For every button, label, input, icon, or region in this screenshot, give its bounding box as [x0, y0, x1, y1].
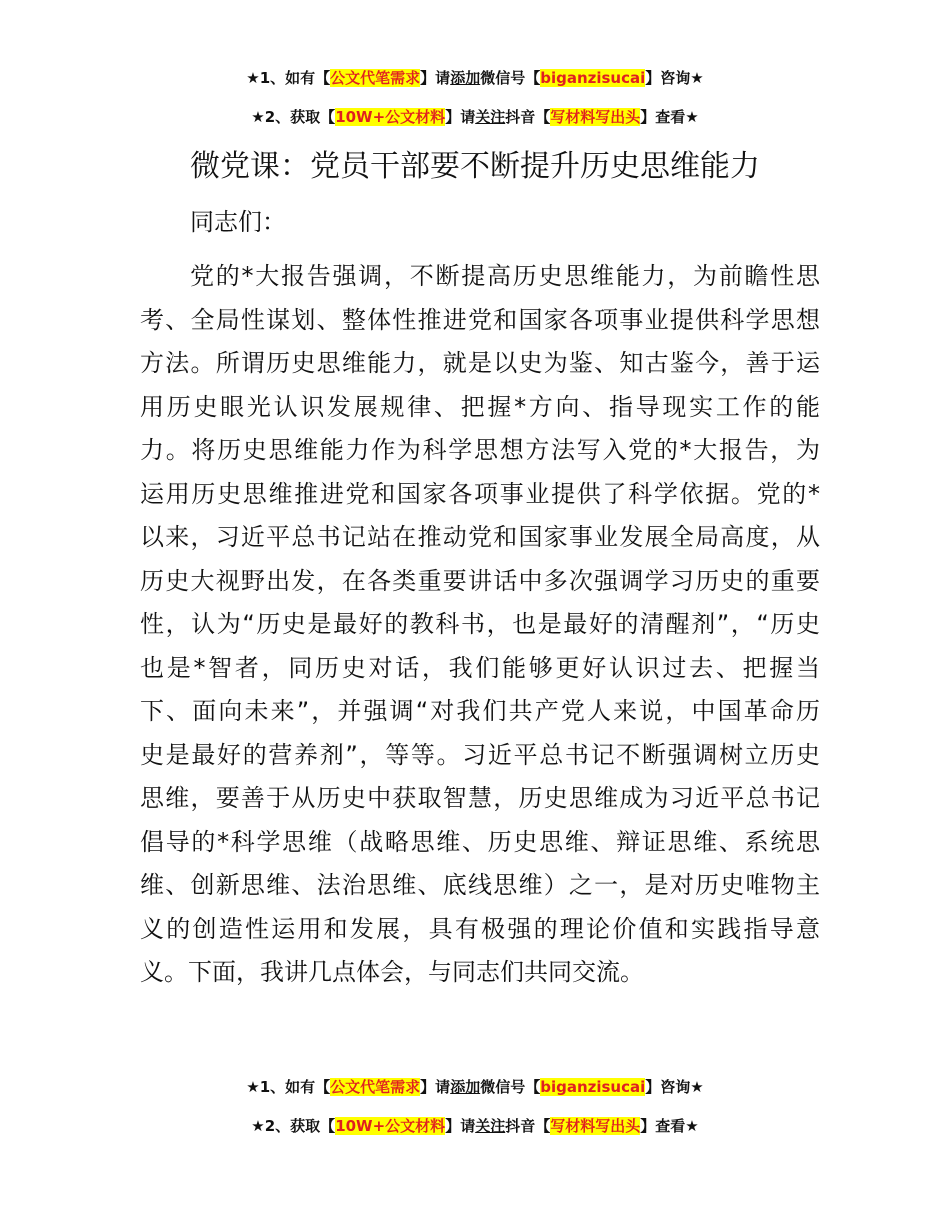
promo-text: 抖音【: [505, 108, 551, 126]
promo-text: 】请: [420, 1078, 451, 1096]
body-line: 倡导的*科学思维（战略思维、历史思维、辩证思维、系统思: [140, 827, 820, 856]
body-line: 以来，习近平总书记站在推动党和国家事业发展全局高度，从: [140, 523, 820, 551]
body-line: 性，认为“历史是最好的教科书，也是最好的清醒剂”，“历史: [140, 610, 820, 638]
body-line: 维、创新思维、法治思维、底线思维）之一，是对历史唯物主: [140, 871, 820, 899]
header-promo-line-1: [0, 68, 950, 88]
promo-text: 】请: [445, 108, 476, 126]
promo-suffix: 】查看★: [640, 1117, 699, 1135]
body-line: 力。将历史思维能力作为科学思想方法写入党的*大报告，为: [140, 436, 820, 464]
body-line: 考、全局性谋划、整体性推进党和国家各项事业提供科学思想: [140, 305, 820, 334]
body-line: 历史大视野出发，在各类重要讲话中多次强调学习历史的重要: [140, 566, 820, 595]
promo-prefix: ★1、如有【: [246, 1078, 331, 1096]
body-line: 党的*大报告强调，不断提高历史思维能力，为前瞻性思: [190, 262, 820, 290]
promo-prefix: ★2、获取【: [251, 108, 336, 126]
promo-text: 】请: [445, 1117, 476, 1135]
promo-suffix: 】咨询★: [645, 1078, 704, 1096]
promo-highlight-wechat-id: biganzisucai: [540, 1078, 646, 1096]
promo-prefix: ★2、获取【: [251, 1117, 336, 1135]
body-line: 也是*智者，同历史对话，我们能够更好认识过去、把握当: [140, 653, 820, 682]
promo-highlight-materials: 10W+公文材料: [335, 108, 446, 126]
footer-promo-line-1: [0, 1077, 950, 1097]
body-line: 下、面向未来”，并强调“对我们共产党人来说，中国革命历: [140, 697, 820, 725]
header-promo-line-2: [0, 107, 950, 127]
body-line: 义的创造性运用和发展，具有极强的理论价值和实践指导意: [140, 914, 820, 943]
promo-underline-text: 添加: [450, 69, 481, 87]
footer-promo-line-2: [0, 1116, 950, 1136]
promo-text: 微信号【: [480, 1078, 541, 1096]
body-paragraph: [140, 255, 820, 995]
promo-underline-text: 关注: [475, 1117, 506, 1135]
promo-suffix: 】查看★: [640, 108, 699, 126]
promo-prefix: ★1、如有【: [246, 69, 331, 87]
promo-highlight-service: 公文代笔需求: [330, 1078, 421, 1096]
body-line: 用历史眼光认识发展规律、把握*方向、指导现实工作的能: [140, 392, 820, 421]
body-line: 运用历史思维推进党和国家各项事业提供了科学依据。党的*: [140, 479, 820, 508]
promo-highlight-materials: 10W+公文材料: [335, 1117, 446, 1135]
promo-highlight-douyin-account: 写材料写出头: [550, 1117, 641, 1135]
promo-underline-text: 添加: [450, 1078, 481, 1096]
promo-text: 微信号【: [480, 69, 541, 87]
promo-highlight-wechat-id: biganzisucai: [540, 69, 646, 87]
body-line: 思维，要善于从历史中获取智慧，历史思维成为习近平总书记: [140, 784, 820, 812]
body-line: 史是最好的营养剂”，等等。习近平总书记不断强调树立历史: [140, 740, 820, 769]
document-title: 微党课：党员干部要不断提升历史思维能力: [190, 149, 760, 184]
promo-text: 抖音【: [505, 1117, 551, 1135]
promo-text: 】请: [420, 69, 451, 87]
body-line: 方法。所谓历史思维能力，就是以史为鉴、知古鉴今，善于运: [140, 349, 820, 377]
promo-highlight-douyin-account: 写材料写出头: [550, 108, 641, 126]
promo-suffix: 】咨询★: [645, 69, 704, 87]
body-line: 义。下面，我讲几点体会，与同志们共同交流。: [140, 958, 644, 986]
promo-highlight-service: 公文代笔需求: [330, 69, 421, 87]
salutation: 同志们：: [190, 208, 286, 236]
promo-underline-text: 关注: [475, 108, 506, 126]
